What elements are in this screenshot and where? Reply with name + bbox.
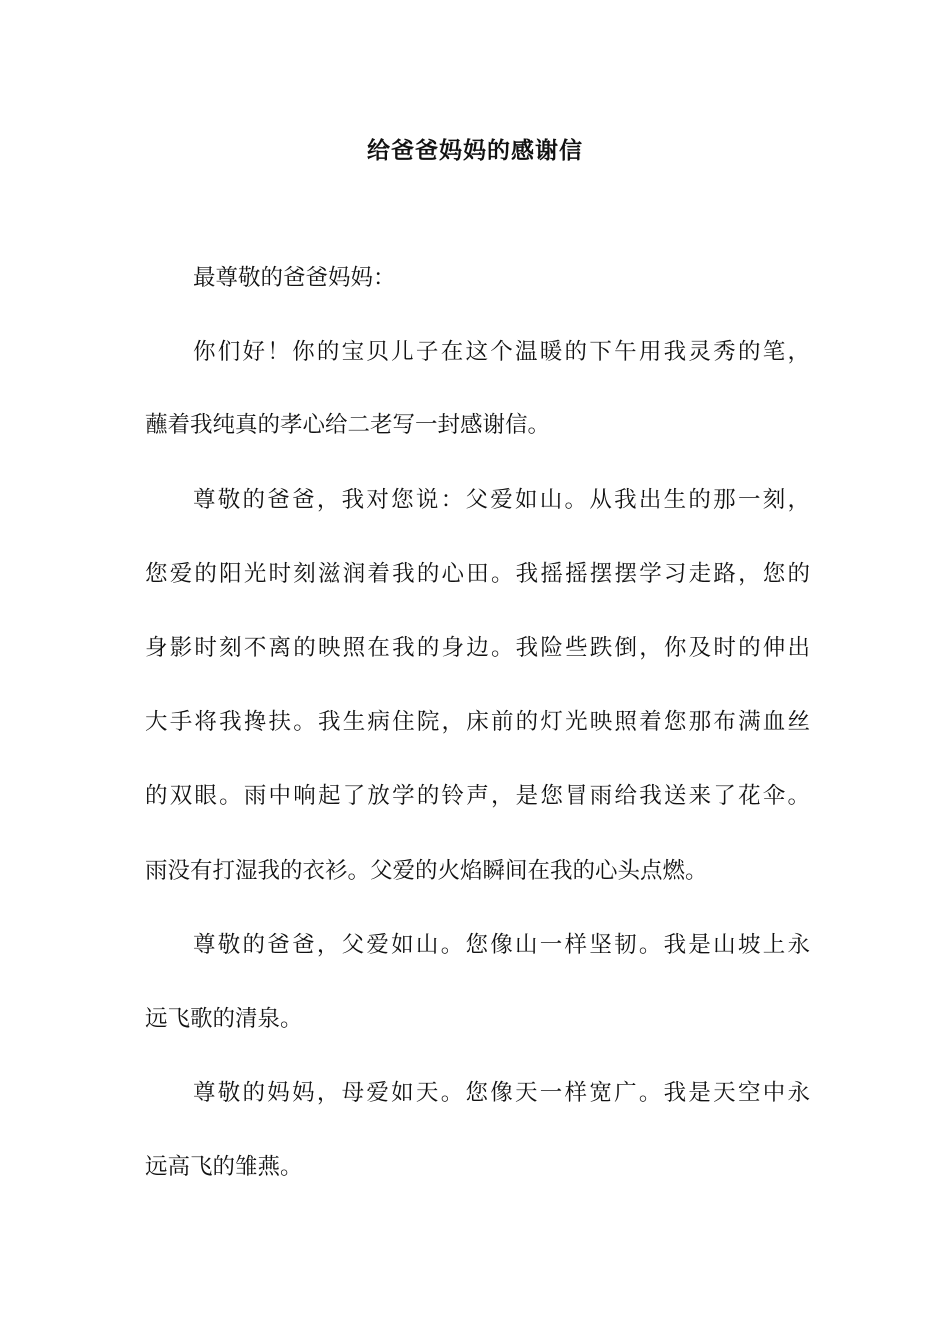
paragraph-3-line-1: 尊敬的爸爸，父爱如山。您像山一样坚韧。我是山坡上永 xyxy=(193,932,810,958)
paragraph-2-line-5: 的双眼。雨中响起了放学的铃声，是您冒雨给我送来了花伞。 xyxy=(145,783,810,809)
paragraph-2-line-4: 大手将我搀扶。我生病住院，床前的灯光映照着您那布满血丝 xyxy=(145,709,810,735)
paragraph-1-line-2: 蘸着我纯真的孝心给二老写一封感谢信。 xyxy=(145,412,551,438)
paragraph-2-line-2: 您爱的阳光时刻滋润着我的心田。我摇摇摆摆学习走路，您的 xyxy=(145,561,810,587)
letter-greeting: 最尊敬的爸爸妈妈： xyxy=(193,265,396,291)
paragraph-4-line-1: 尊敬的妈妈，母爱如天。您像天一样宽广。我是天空中永 xyxy=(193,1080,810,1106)
paragraph-2-line-6: 雨没有打湿我的衣衫。父爱的火焰瞬间在我的心头点燃。 xyxy=(145,858,708,884)
letter-title: 给爸爸妈妈的感谢信 xyxy=(367,137,583,164)
paragraph-3-line-2: 远飞歌的清泉。 xyxy=(145,1006,303,1032)
paragraph-2-line-1: 尊敬的爸爸，我对您说：父爱如山。从我出生的那一刻， xyxy=(193,487,810,513)
paragraph-2-line-3: 身影时刻不离的映照在我的身边。我险些跌倒，你及时的伸出 xyxy=(145,635,810,661)
paragraph-1-line-1: 你们好！你的宝贝儿子在这个温暖的下午用我灵秀的笔， xyxy=(193,339,810,365)
paragraph-4-line-2: 远高飞的雏燕。 xyxy=(145,1154,303,1180)
